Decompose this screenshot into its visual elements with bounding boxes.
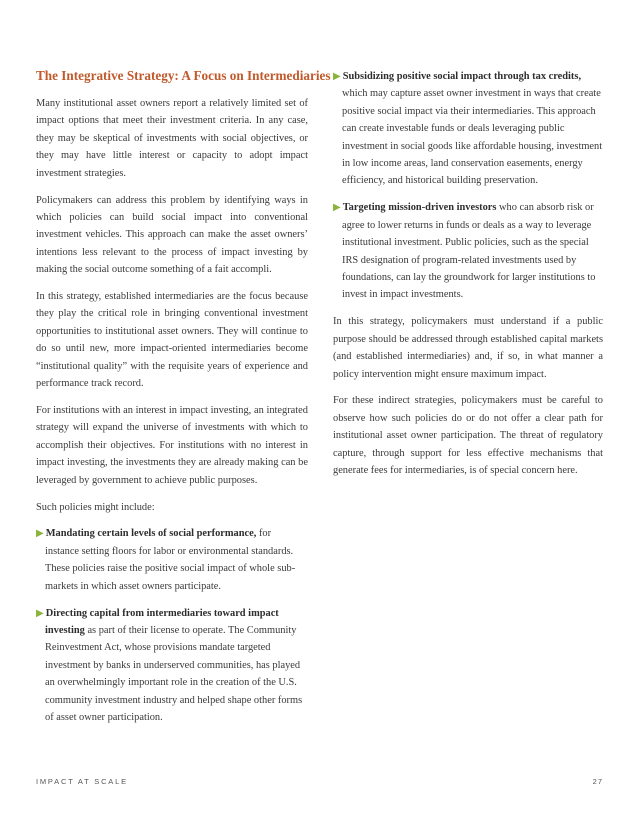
paragraph: Many institutional asset owners report a relatively limited set of impact options that meet their investment criteria. In any case, they may be skeptical of investments with social objectives, or they may have little interest or capacity to adopt impact investment strategies. [36,98,308,179]
footer-label: IMPACT AT SCALE [36,777,128,786]
bullet-text: which may capture asset owner investment in ways that create positive social impact via their intermediaries. This approach can create investable funds or deals leveraging public investment in social goods like affordable housing, investment in low income areas, land conservation easements, energy efficiency, and historical building preservation. [342,88,603,187]
triangle-right-icon: ▶ [333,202,341,214]
bullet-lead-text: who can absorb risk or [496,202,594,214]
bullet-lead: Mandating certain levels of social performance, [45,528,257,540]
paragraph: For institutions with an interest in impact investing, an integrated strategy will expand the universe of investments with which to accomplish their objectives. For institutions with no interest in impact investing, the investments they are already making can be leveraged by government to achieve public purposes. [36,405,308,486]
page-footer [36,777,603,786]
section-title: The Integrative Strategy: A Focus on Intermediaries [36,68,331,83]
bullet-lead-continued: investing [45,624,85,636]
bullet-lead: Directing capital from intermediaries toward impact [45,607,279,619]
right-column [333,68,603,489]
bullet-text: agree to lower returns in funds or deals as a way to leverage institutional investment. Public policies, such as the special IRS designation of program-related investments used by foundations, can lay the groundwork for larger institutions to invest in impact investments. [342,219,596,301]
bullet-text: instance setting floors for labor or environmental standards. These policies raise the positive social impact of whole sub-markets in which asset owners participate. [45,545,296,592]
bullet-lead: Subsidizing positive social impact through tax credits, [342,71,582,82]
paragraph: In this strategy, policymakers must understand if a public purpose should be addressed through established capital markets (and established intermediaries) and, if so, in what manner a policy intervention might ensure maximum impact. [333,316,603,380]
triangle-right-icon: ▶ [36,528,44,540]
triangle-right-icon: ▶ [36,607,44,619]
bullet-item [333,199,603,303]
page-number: 27 [592,777,603,786]
paragraph: In this strategy, established intermediaries are the focus because they play the critical role in bringing conventional investment opportunities to institutional asset owners. They will continue to do so until new, more impact-oriented intermediaries become “institutional quality” with the requisite years of experience and performance track record. [36,291,308,390]
paragraph: Policymakers can address this problem by identifying ways in which policies can build social impact into conventional investment vehicles. This approach can make the asset owners’ intentions less relevant to the process of impact investing by making the social outcome something of a fait accompli. [36,194,308,276]
left-column [36,68,331,736]
triangle-right-icon: ▶ [333,71,341,82]
bullet-item [36,605,308,727]
bullet-lead-text: for [256,528,272,540]
paragraph: For these indirect strategies, policymakers must be careful to observe how such policies do or do not offer a clear path for institutional asset owner participation. The threat of regulatory capture, through support for less effective mechanisms that generate fees for intermediaries, is of special concern here. [333,395,603,477]
paragraph: Such policies might include: [36,501,155,513]
bullet-item [333,68,603,190]
bullet-lead: Targeting mission-driven investors [342,202,497,214]
bullet-item [36,525,308,595]
bullet-text: as part of their license to operate. The Community Reinvestment Act, whose provisions mandate targeted investment by banks in underserved communities, has played an overwhelmingly important role in the creation of the U.S. community investment industry and helped shape other forms of asset owner participation. [45,624,303,723]
